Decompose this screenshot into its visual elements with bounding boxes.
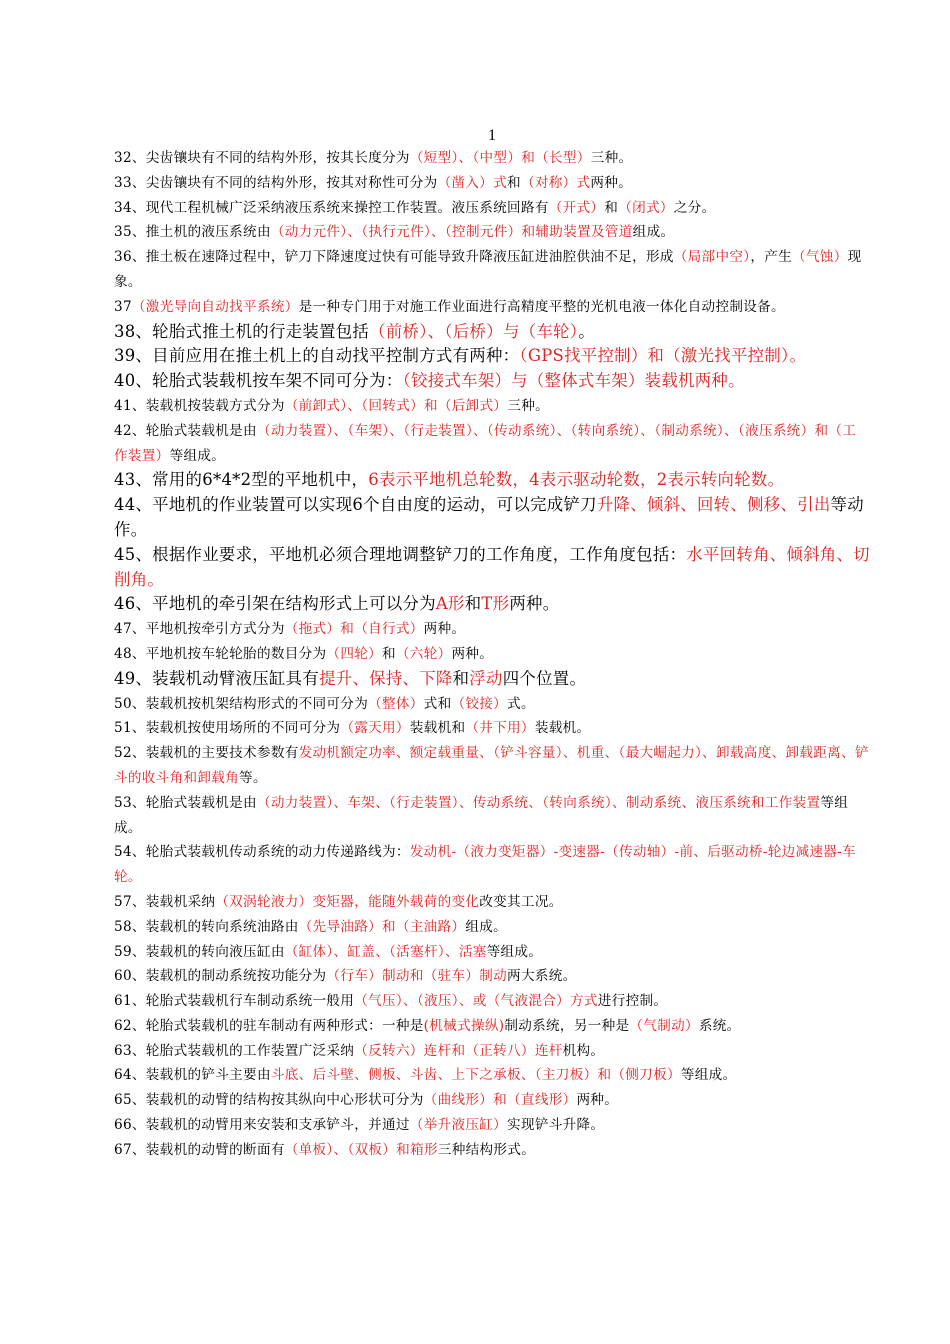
question-text: 53、轮胎式装载机是由	[114, 794, 257, 811]
question-text: 36、推土板在速降过程中，铲刀下降速度过快有可能导致升降液压缸进油腔供油不足，形成	[114, 249, 674, 266]
question-text: 65、装载机的动臂的结构按其纵向中心形状可分为	[114, 1092, 424, 1109]
answer-text: （六轮）	[395, 645, 452, 662]
question-text: 式和	[423, 695, 452, 712]
question-item	[114, 245, 870, 295]
question-item	[114, 468, 870, 493]
answer-text: 升降、倾斜、回转、侧移、引出	[596, 495, 831, 515]
question-text: 等组成。	[680, 1067, 737, 1084]
question-text: 等动作。	[114, 495, 864, 539]
question-text: 装载机和	[409, 720, 466, 737]
question-text: 等。	[239, 769, 267, 786]
question-item	[114, 171, 870, 196]
question-item	[114, 890, 870, 915]
question-text: 现象。	[114, 249, 862, 290]
question-text: 34、现代工程机械广泛采纳液压系统来操控工作装置。液压系统回路有	[114, 199, 549, 216]
question-item	[114, 320, 870, 345]
question-text: 48、平地机按车轮轮胎的数目分为	[114, 645, 327, 662]
answer-text: （露天用）	[340, 720, 410, 737]
answer-text: 提升、保持、下降	[319, 668, 453, 688]
question-text: 机构。	[562, 1042, 605, 1059]
question-text: 37	[114, 298, 132, 315]
question-text: 等组成。	[114, 794, 849, 836]
question-item	[114, 617, 870, 642]
question-text: 三种结构形式。	[437, 1141, 536, 1158]
question-item	[114, 741, 870, 791]
question-text: 41、装载机按装载方式分为	[114, 397, 285, 414]
question-text: 制动系统，另一种是	[504, 1017, 630, 1034]
question-text: 57、装载机采纳	[114, 893, 216, 910]
question-text: 改变其工况。	[479, 893, 563, 910]
question-text: 装载机。	[534, 720, 591, 737]
question-item	[114, 1138, 870, 1163]
question-text: 32、尖齿镶块有不同的结构外形，按其长度分为	[114, 150, 410, 166]
question-text: 46、平地机的牵引架在结构形式上可以分为	[114, 594, 436, 614]
answer-text: （铰接式车架）与（整体式车架）装载机两种。	[402, 371, 745, 391]
question-text: ，产生	[750, 249, 793, 266]
question-item	[114, 220, 870, 245]
question-item	[114, 493, 870, 543]
answer-text: （单板）、（双板）和箱形	[284, 1141, 438, 1158]
answer-text: （双涡轮液力）变矩器，能随外载荷的变化	[215, 893, 480, 910]
question-text: 47、平地机按牵引方式分为	[114, 621, 285, 638]
answer-text: （局部中空）	[673, 249, 751, 266]
question-item	[114, 915, 870, 940]
answer-text: 水平回转角、倾斜角、切削角。	[114, 544, 870, 589]
question-text: 33、尖齿镶块有不同的结构外形，按其对称性可分为	[114, 174, 438, 191]
question-text: 之分。	[673, 199, 716, 216]
answer-text: （气压）、（液压）、或（气液混合）方式	[354, 993, 598, 1010]
question-text: 等组成。	[169, 447, 226, 464]
question-item	[114, 543, 870, 593]
question-item	[114, 667, 870, 692]
question-text: 62、轮胎式装载机的驻车制动有两种形式：一种是	[114, 1017, 424, 1034]
answer-text: （动力装置）、（车架）、（行走装置）、（传动系统）、（转向系统）、（制动系统）、（液压系统）和（工作装置）	[114, 422, 857, 464]
question-text: 61、轮胎式装载机行车制动系统一般用	[114, 993, 355, 1010]
question-text: 两种。	[423, 621, 466, 638]
question-text: 54、轮胎式装载机传动系统的动力传递路线为：	[114, 844, 410, 861]
answer-text: （举升液压缸）	[409, 1117, 508, 1134]
answer-text: （短型）、（中型）和（长型）	[409, 150, 591, 166]
answer-text: （前桥）、（后桥）与（车轮）	[369, 321, 579, 341]
answer-text: （铰接）	[451, 695, 508, 712]
question-item	[114, 394, 870, 419]
answer-text: (机械式操纵)	[423, 1017, 505, 1034]
answer-text: （气制动）	[629, 1017, 699, 1034]
question-list	[114, 146, 870, 1163]
answer-text: （开式）	[548, 199, 605, 216]
question-item	[114, 1088, 870, 1113]
question-text: 和	[452, 668, 470, 688]
question-text: 66、装载机的动臂用来安装和支承铲斗，并通过	[114, 1117, 410, 1134]
answer-text: （整体）	[368, 695, 424, 712]
question-item	[114, 344, 870, 369]
question-text: 进行控制。	[597, 993, 668, 1010]
answer-text: 浮动	[469, 668, 503, 688]
question-text: 三种。	[507, 397, 550, 414]
question-text: 实现铲斗升降。	[507, 1117, 605, 1134]
question-text: 45、根据作业要求，平地机必须合理地调整铲刀的工作角度，工作角度包括：	[114, 544, 687, 564]
question-item	[114, 146, 870, 171]
question-text: 等组成。	[486, 943, 543, 960]
question-text: 50、装载机按机架结构形式的不同可分为	[114, 695, 369, 712]
question-item	[114, 716, 870, 741]
question-text: 38、轮胎式推土机的行走装置包括	[114, 321, 370, 341]
answer-text: （拖式）和（自行式）	[284, 621, 424, 638]
answer-text: （前卸式）、（回转式）和（后卸式）	[284, 397, 508, 414]
question-text: 40、轮胎式装载机按车架不同可分为：	[114, 371, 403, 391]
question-text: 63、轮胎式装载机的工作装置广泛采纳	[114, 1042, 355, 1059]
answer-text: （气蚀）	[792, 249, 848, 266]
question-text: 两种。	[451, 645, 494, 662]
question-text: 两大系统。	[507, 968, 577, 985]
answer-text: （对称）式	[520, 174, 591, 191]
question-item	[114, 940, 870, 965]
answer-text: （曲线形）和（直线形）	[423, 1092, 577, 1109]
question-text: 39、目前应用在推土机上的自动找平控制方式有两种：	[114, 346, 520, 366]
answer-text: （反转六）连杆和（正转八）连杆	[354, 1042, 563, 1059]
answer-text: （闭式）	[618, 199, 674, 216]
question-item	[114, 295, 870, 320]
answer-text: 6表示平地机总轮数，4表示驱动轮数，2表示转向轮数。	[368, 470, 785, 490]
answer-text: 发动机额定功率、额定载重量、（铲斗容量）、机重、（最大崛起力）、卸载高度、卸载距离、铲斗的收斗角和卸载角	[114, 745, 869, 786]
answer-text: 发动机-（液力变矩器）-变速器-（传动轴）-前、后驱动桥-轮边减速器-车轮。	[114, 844, 856, 886]
answer-text: （动力元件）、（执行元件）、（控制元件）和辅助装置及管道	[270, 224, 633, 241]
question-text: 42、轮胎式装载机是由	[114, 422, 257, 439]
question-text: 。	[578, 321, 595, 341]
question-text: 52、装载机的主要技术参数有	[114, 745, 299, 762]
question-text: 和	[382, 645, 396, 662]
question-item	[114, 369, 870, 394]
question-text: 组成。	[632, 224, 675, 241]
question-text: 64、装载机的铲斗主要由	[114, 1067, 271, 1084]
question-item	[114, 642, 870, 667]
question-item	[114, 840, 870, 890]
question-item	[114, 1063, 870, 1088]
answer-text: （行车）制动和（驻车）制动	[326, 968, 508, 985]
answer-text: 斗底、后斗壁、侧板、斗齿、上下之承板、（主刀板）和（侧刀板）	[270, 1067, 681, 1084]
question-text: 两种。	[509, 594, 560, 614]
question-text: 44、平地机的作业装置可以实现6个自由度的运动，可以完成铲刀	[114, 495, 597, 515]
question-text: 两种。	[590, 174, 633, 191]
answer-text: （缸体）、缸盖、（活塞杆）、活塞	[284, 943, 487, 960]
question-text: 和	[507, 174, 521, 191]
question-item	[114, 791, 870, 841]
question-item	[114, 1039, 870, 1064]
question-text: 系统。	[698, 1017, 741, 1034]
question-text: 式。	[507, 695, 535, 712]
question-item	[114, 196, 870, 221]
answer-text: （先导油路）和（主油路）	[298, 918, 466, 935]
question-item	[114, 989, 870, 1014]
question-text: 60、装载机的制动系统按功能分为	[114, 968, 327, 985]
question-text: 59、装载机的转向液压缸由	[114, 943, 285, 960]
question-text: 和	[604, 199, 619, 216]
question-text: 67、装载机的动臂的断面有	[114, 1141, 285, 1158]
question-item	[114, 1113, 870, 1138]
answer-text: （四轮）	[326, 645, 382, 662]
question-text: 两种。	[576, 1092, 619, 1109]
question-item	[114, 1014, 870, 1039]
question-text: 四个位置。	[502, 668, 587, 688]
question-item	[114, 592, 870, 617]
answer-text: （凿入）式	[437, 174, 508, 191]
answer-text: T形	[481, 594, 510, 614]
question-item	[114, 419, 870, 469]
answer-text: （激光导向自动找平系统）	[131, 298, 299, 315]
answer-text: （井下用）	[465, 720, 535, 737]
question-text: 58、装载机的转向系统油路由	[114, 918, 299, 935]
question-text: 是一种专门用于对施工作业面进行高精度平整的光机电液一体化自动控制设备。	[298, 298, 785, 315]
answer-text: （动力装置）、车架、（行走装置）、传动系统、（转向系统）、制动系统、液压系统和工作装置	[256, 794, 821, 811]
page-number: 1	[488, 127, 496, 144]
question-text: 三种。	[590, 150, 633, 166]
answer-text: A形	[435, 594, 465, 614]
question-text: 43、常用的6*4*2型的平地机中，	[114, 470, 369, 490]
question-text: 和	[464, 594, 482, 614]
question-text: 组成。	[465, 918, 508, 935]
question-text: 35、推土机的液压系统由	[114, 224, 271, 241]
question-text: 49、装载机动臂液压缸具有	[114, 668, 320, 688]
question-item	[114, 964, 870, 989]
question-item	[114, 692, 870, 717]
question-text: 51、装载机按使用场所的不同可分为	[114, 720, 341, 737]
answer-text: （GPS找平控制）和（激光找平控制）。	[519, 346, 807, 366]
